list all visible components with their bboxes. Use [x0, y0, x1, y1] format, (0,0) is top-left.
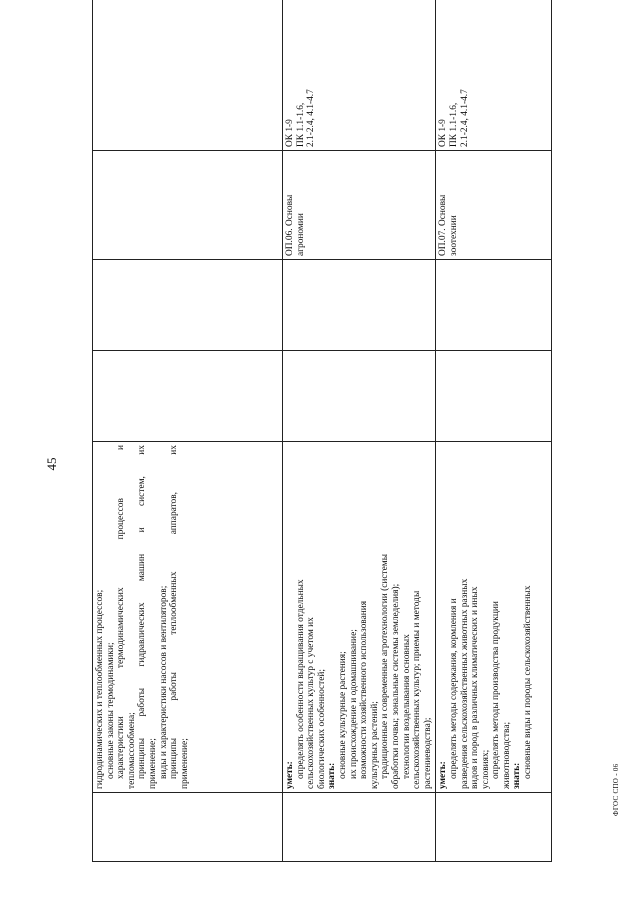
requirement-line: знать: — [512, 762, 523, 789]
page-number: 45 — [44, 457, 59, 471]
requirement-line: растениеводства); — [422, 717, 433, 789]
hours-mandatory-cell — [283, 260, 436, 351]
competencies-cell: ОК 1-9 ПК 1.1-1.6, 2.1-2.4, 4.1-4.7 — [283, 0, 436, 151]
requirement-line: определять методы содержания, кормления и — [448, 598, 459, 779]
table-row — [283, 0, 436, 862]
rotated-page-content — [92, 39, 534, 862]
requirement-line: принципы работы гидравлических машин и систем, их — [137, 445, 148, 779]
requirement-line: определять особенности выращивания отдельных — [295, 579, 306, 779]
requirement-line: разведения сельскохозяйственных животных разных — [459, 578, 470, 789]
requirements-cell — [436, 442, 552, 793]
requirement-line: традиционные и современные агротехнологии (системы — [380, 553, 391, 779]
requirement-line: уметь: — [285, 761, 295, 789]
competencies-cell: ОК 1-9 ПК 1.1-1.6, 2.1-2.4, 4.1-4.7 — [436, 0, 552, 151]
requirements-cell — [93, 442, 283, 793]
hours-max-cell — [283, 351, 436, 442]
table-row — [436, 0, 552, 862]
discipline-cell: ОП.06. Основы агрономии — [283, 151, 436, 260]
requirement-line: знать: — [327, 762, 338, 789]
requirement-line: определять методы производства продукции — [491, 601, 502, 779]
hours-max-cell — [436, 351, 552, 442]
requirement-line: применение; — [147, 738, 158, 789]
requirement-line: технологии возделывания основных — [401, 634, 412, 779]
requirement-line: условиях; — [480, 749, 491, 789]
index-cell — [436, 793, 552, 862]
requirement-line: возможности хозяйственного использования — [359, 600, 370, 779]
competency-table — [92, 0, 552, 862]
table-row — [93, 0, 283, 862]
discipline-cell: ОП.07. Основы зоотехнии — [436, 151, 552, 260]
requirement-line: биологических особенностей; — [316, 668, 327, 789]
index-cell — [283, 793, 436, 862]
hours-mandatory-cell — [436, 260, 552, 351]
requirement-line: уметь: — [438, 761, 449, 789]
requirement-line: основные культурные растения; — [337, 651, 348, 779]
requirement-line: характеристики термодинамических процессов и — [116, 445, 127, 779]
hours-mandatory-cell — [93, 260, 283, 351]
requirement-line: обработки почвы; зональные системы земледелия); — [390, 583, 401, 789]
requirement-line: их происхождение и одомашнивание; — [348, 629, 359, 779]
hours-max-cell — [93, 351, 283, 442]
requirement-line: культурных растений; — [369, 701, 380, 789]
requirement-line: основные законы термодинамики; — [105, 642, 116, 779]
requirement-line: применение; — [179, 738, 190, 789]
requirement-line: животноводства; — [501, 721, 512, 789]
document-footer: ФГОС СПО - 06 — [612, 763, 620, 816]
requirement-line: основные виды и породы сельскохозяйственных — [523, 585, 534, 779]
requirement-line: сельскохозяйственных культур; приемы и методы — [412, 590, 423, 789]
index-cell — [93, 793, 283, 862]
discipline-cell — [93, 151, 283, 260]
requirement-line: сельскохозяйственных культур с учетом их — [306, 617, 317, 789]
requirement-line: принципы работы теплообменных аппаратов, их — [169, 445, 180, 779]
requirement-line: гидродинамических и теплообменных процессов; — [95, 589, 105, 789]
competencies-cell — [93, 0, 283, 151]
requirements-cell — [283, 442, 436, 793]
requirement-line: видов и пород в различных климатических и иных — [470, 586, 481, 789]
requirement-line: виды и характеристики насосов и вентиляторов; — [158, 585, 169, 779]
requirement-line: тепломассообмена; — [126, 712, 137, 789]
